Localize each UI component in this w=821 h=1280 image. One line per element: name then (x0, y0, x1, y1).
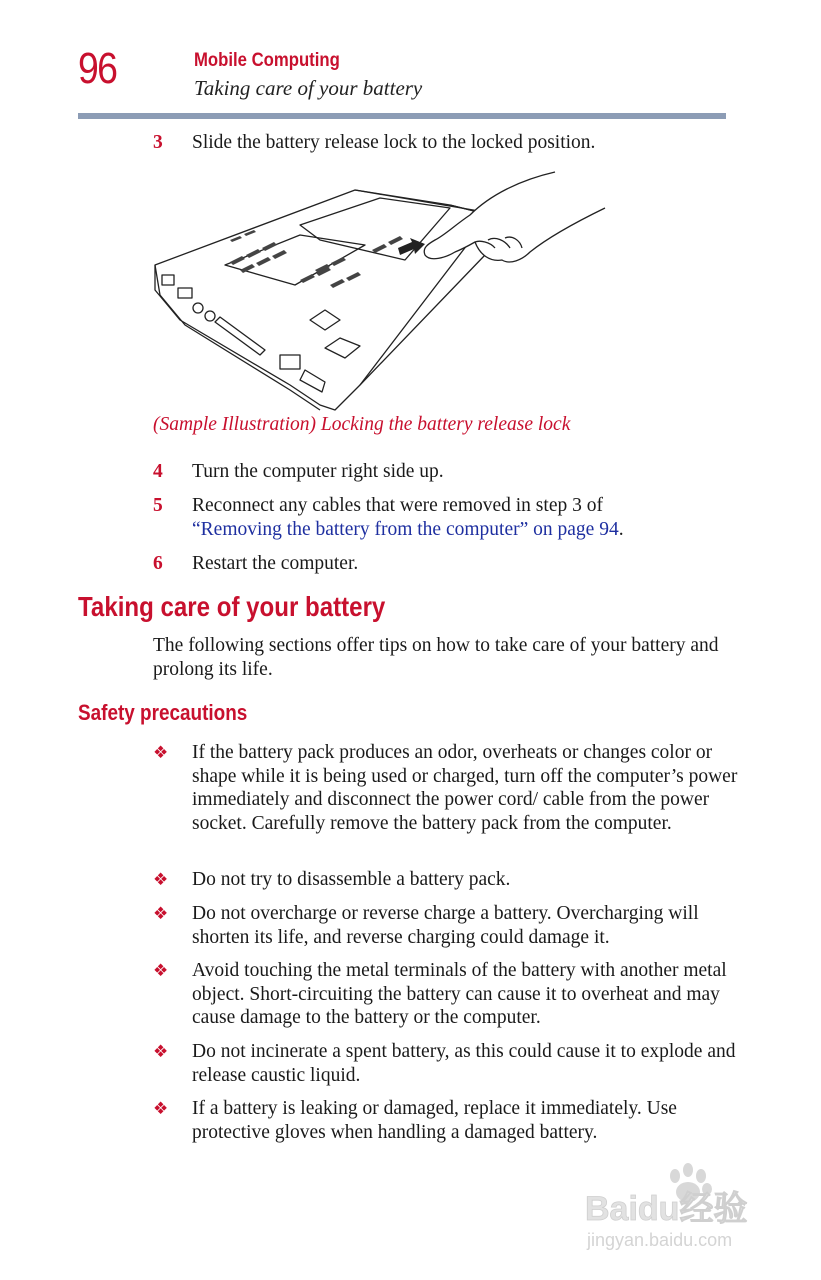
bullet-text: Do not try to disassemble a battery pack. (192, 869, 511, 890)
bullet-text: If the battery pack produces an odor, overheats or changes color or shape while it is being used or charged, turn off the computer’s power immediately and disconnect the power cord/ cable from the power socket. Carefully remove the battery pack from the computer. (192, 742, 738, 834)
bullet-diamond-icon: ❖ (153, 961, 169, 980)
step-number: 6 (153, 553, 163, 574)
bullet-diamond-icon: ❖ (153, 870, 169, 889)
bullet-item (153, 868, 743, 892)
chapter-title: Mobile Computing (194, 50, 340, 71)
bullet-text: Do not overcharge or reverse charge a battery. Overcharging will shorten its life, and reverse charging could damage it. (192, 903, 699, 948)
step-6 (153, 552, 753, 576)
step-text: Turn the computer right side up. (192, 461, 444, 482)
step-text: Restart the computer. (192, 553, 359, 574)
bullet-item (153, 741, 743, 859)
section-intro: The following sections offer tips on how to take care of your battery and prolong its life. (153, 635, 719, 680)
bullet-item (153, 902, 743, 950)
step-text-lead: Reconnect any cables that were removed in step 3 of (192, 495, 603, 516)
step-4 (153, 460, 753, 484)
watermark-brand: Baidu经验 (585, 1190, 748, 1228)
step-text (192, 494, 732, 541)
bullet-item (153, 1040, 743, 1088)
bullet-text: Do not incinerate a spent battery, as this could cause it to explode and release caustic liquid. (192, 1041, 736, 1086)
bullet-item (153, 959, 743, 1030)
step-number: 4 (153, 461, 163, 482)
header-divider (78, 113, 726, 119)
step-number: 3 (153, 132, 163, 153)
bullet-item (153, 1097, 743, 1145)
figure-caption: (Sample Illustration) Locking the battery release lock (153, 414, 571, 435)
bullet-diamond-icon: ❖ (153, 904, 169, 923)
bullet-diamond-icon: ❖ (153, 1099, 169, 1118)
step-number: 5 (153, 495, 163, 516)
step-5 (153, 494, 753, 542)
step-text: Slide the battery release lock to the locked position. (192, 132, 596, 153)
page-number: 96 (78, 44, 117, 93)
bullet-text: If a battery is leaking or damaged, replace it immediately. Use protective gloves when handling a damaged battery. (192, 1098, 677, 1143)
subsection-heading: Safety precautions (78, 700, 248, 725)
step-text-trail: . (618, 518, 624, 540)
bullet-diamond-icon: ❖ (153, 1042, 169, 1061)
bullet-diamond-icon: ❖ (153, 743, 169, 762)
laptop-battery-lock-illustration (150, 170, 620, 415)
cross-reference-link[interactable]: “Removing the battery from the computer” on page 94 (192, 518, 619, 540)
step-3 (153, 131, 753, 155)
section-heading: Taking care of your battery (78, 591, 386, 622)
bullet-text: Avoid touching the metal terminals of the battery with another metal object. Short-circuiting the battery can cause it to overheat and may cause damage to the battery or the computer. (192, 960, 727, 1028)
running-section-title: Taking care of your battery (194, 76, 423, 100)
watermark-url: jingyan.baidu.com (587, 1230, 733, 1250)
baidu-jingyan-watermark (585, 1158, 785, 1253)
